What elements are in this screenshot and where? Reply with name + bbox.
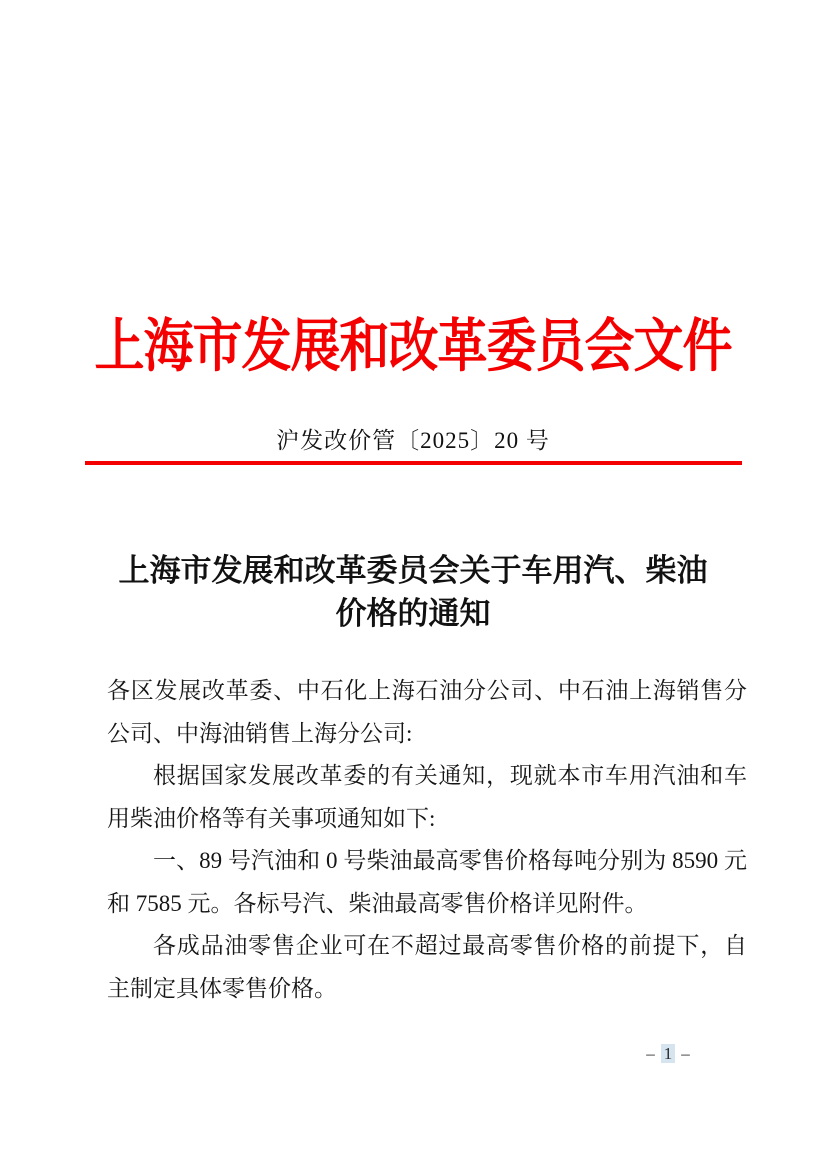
page-number-dash-left: – xyxy=(646,1044,655,1063)
recipients-paragraph: 各区发展改革委、中石化上海石油分公司、中石油上海销售分公司、中海油销售上海分公司: xyxy=(107,678,747,746)
document-body xyxy=(107,670,747,1010)
notice-title-line2: 价格的通知 xyxy=(335,596,491,631)
document-org-title: 上海市发展和改革委员会文件 xyxy=(94,313,732,379)
price-item-paragraph: 一、89 号汽油和 0 号柴油最高零售价格每吨分别为 8590 元和 7585 元。各标号汽、柴油最高零售价格详见附件。 xyxy=(107,848,747,916)
red-divider-line xyxy=(85,461,742,465)
page-number xyxy=(618,1044,718,1064)
notice-title xyxy=(0,549,826,635)
page-number-value: 1 xyxy=(661,1044,676,1063)
notice-title-line1: 上海市发展和改革委员会关于车用汽、柴油 xyxy=(118,553,708,588)
page-number-dash-right: – xyxy=(681,1044,690,1063)
document-number: 沪发改价管〔2025〕20 号 xyxy=(276,428,550,453)
retail-pricing-paragraph: 各成品油零售企业可在不超过最高零售价格的前提下，自主制定具体零售价格。 xyxy=(107,933,747,1001)
intro-paragraph: 根据国家发展改革委的有关通知，现就本市车用汽油和车用柴油价格等有关事项通知如下: xyxy=(107,763,747,831)
